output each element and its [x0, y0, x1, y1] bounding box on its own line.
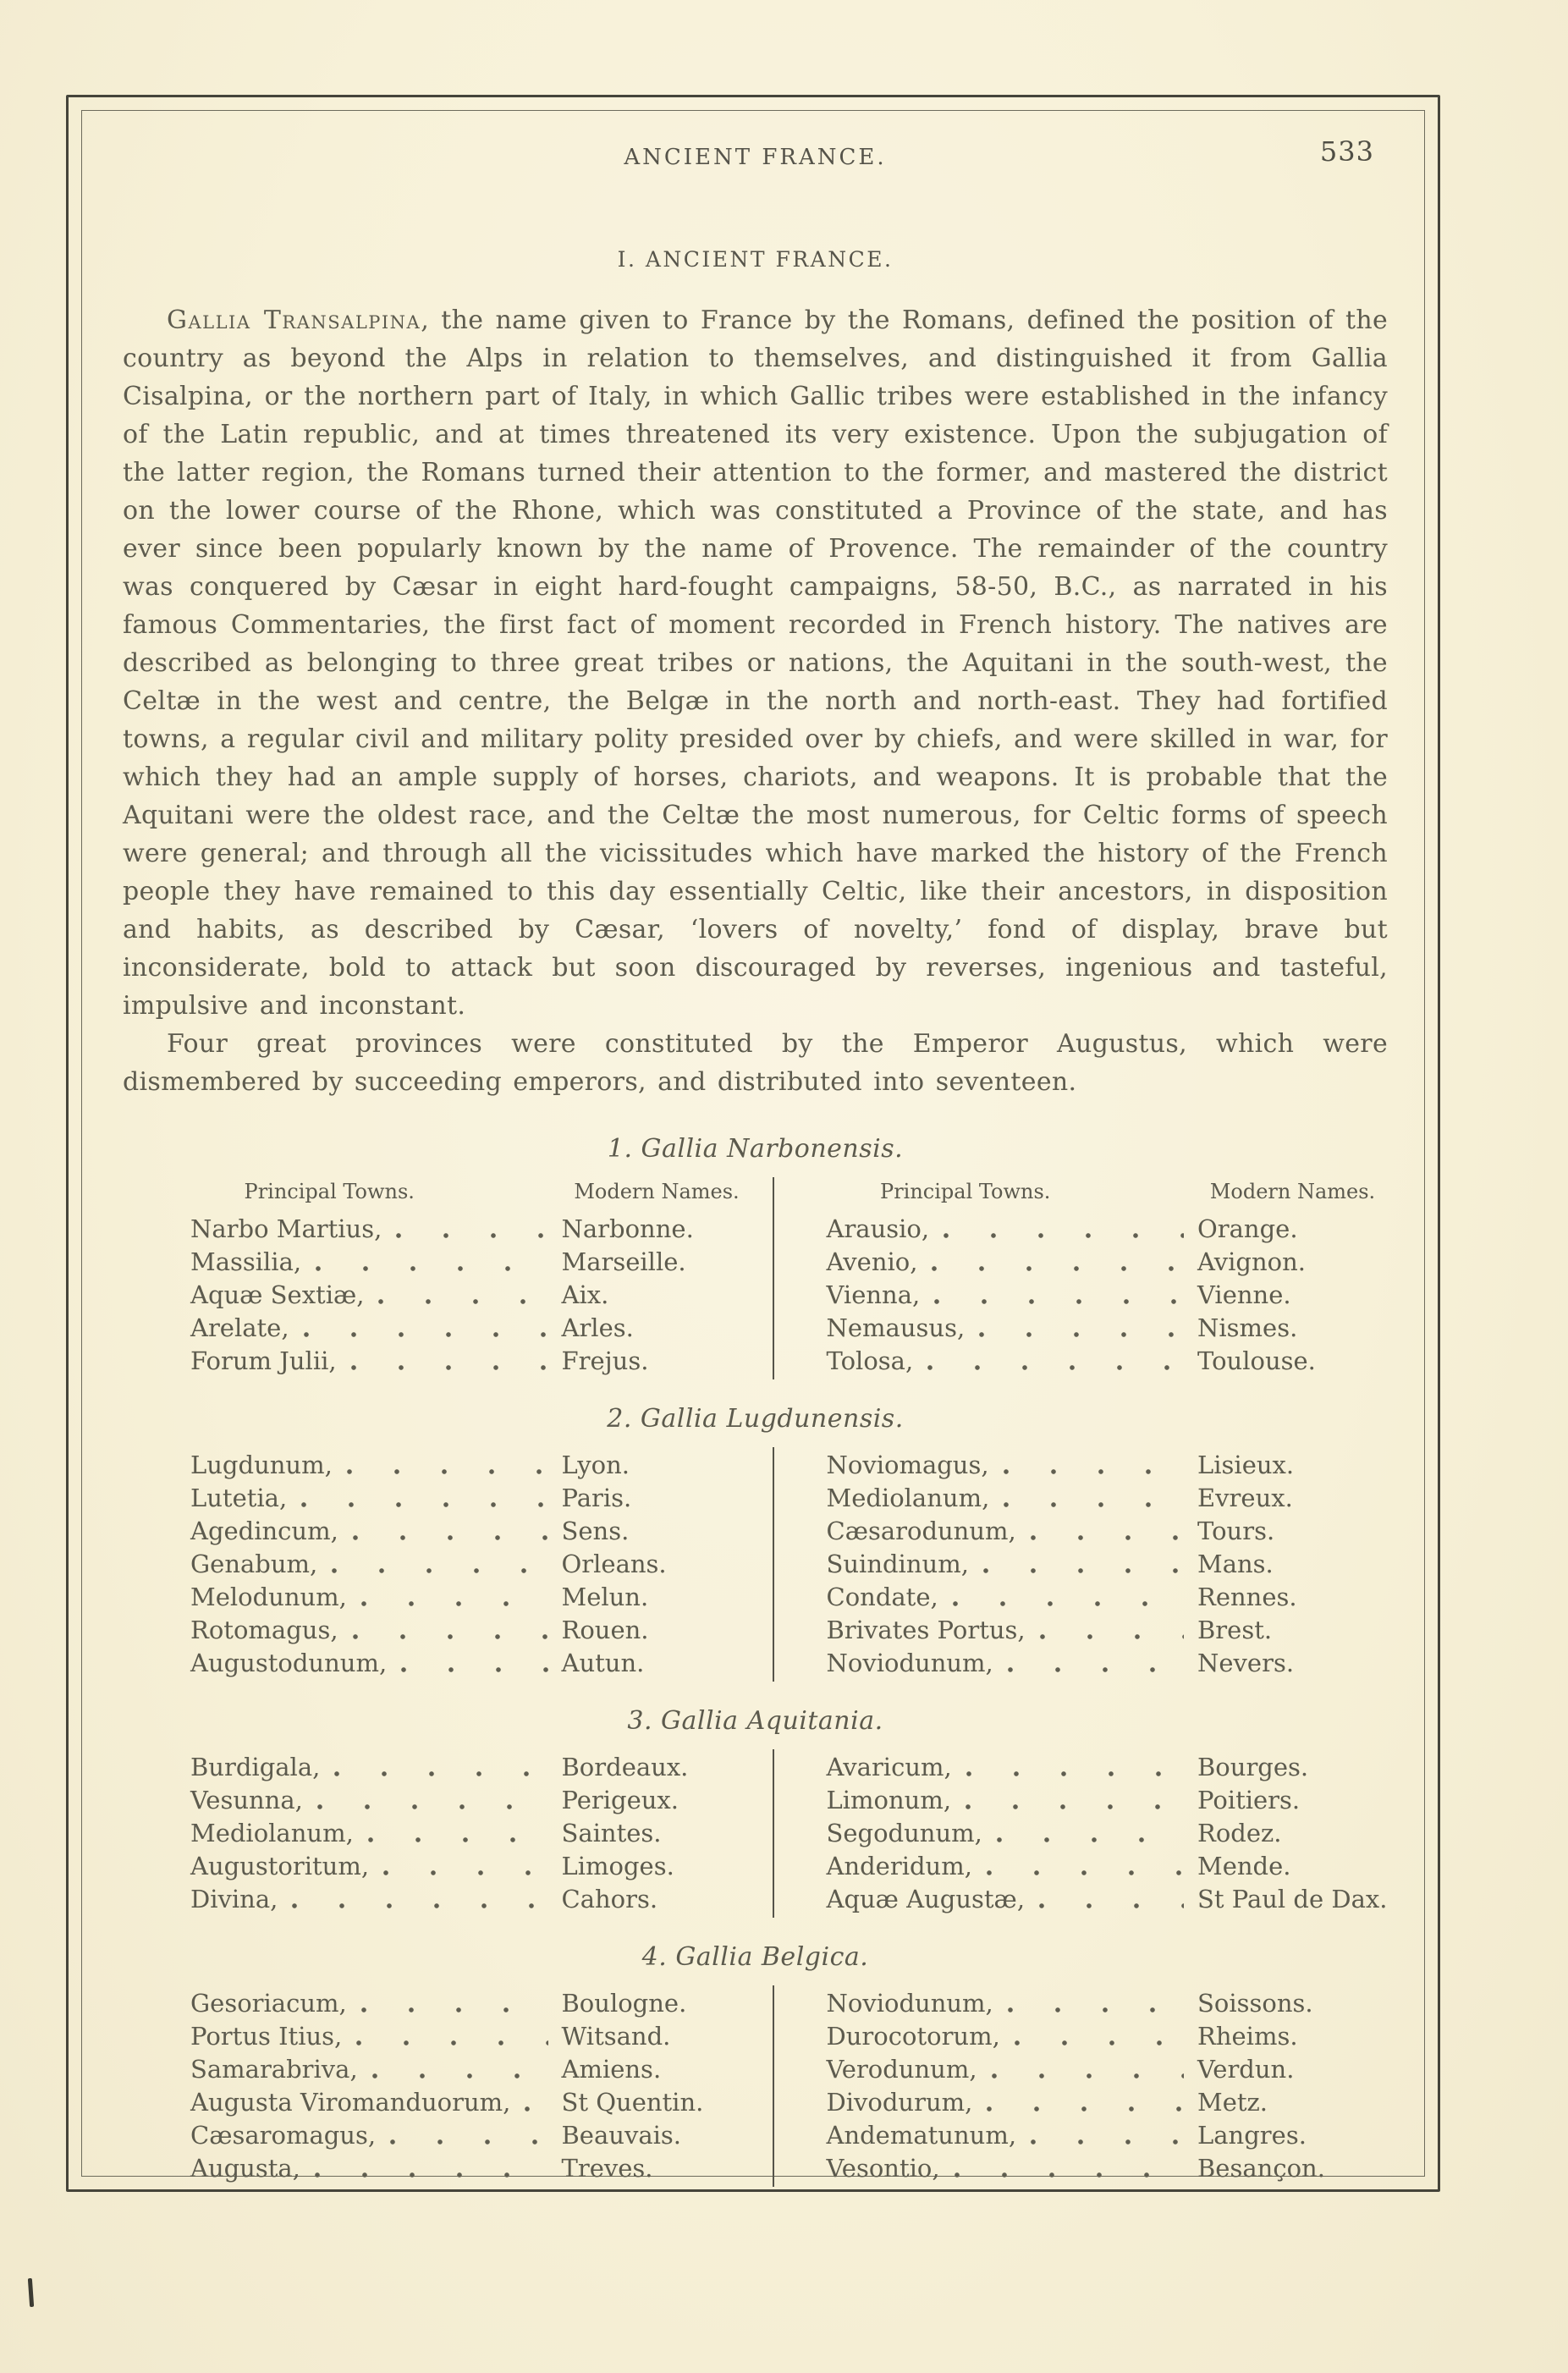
table-half-left — [123, 1749, 774, 1918]
dot-leader — [927, 1364, 1184, 1371]
ancient-town-name: Durocotorum, — [826, 2022, 1000, 2051]
table-row — [190, 2020, 752, 2053]
table-row — [827, 2020, 1389, 2053]
modern-town-name: Mans. — [1197, 1550, 1274, 1578]
modern-town-name: Langres. — [1197, 2121, 1307, 2150]
ancient-town-name: Lugdunum, — [190, 1451, 333, 1479]
table-row — [190, 1312, 752, 1345]
table-row — [827, 1614, 1389, 1647]
province-table — [123, 1135, 1388, 1379]
dot-leader — [331, 1567, 547, 1574]
ancient-town-name: Andematunum, — [826, 2121, 1017, 2150]
paragraph-four-provinces: Four great provinces were constituted by the Emperor Augustus, which were dismembered by succeeding emperors, and distributed into seventeen. — [123, 1029, 1388, 1097]
province-table — [123, 1707, 1388, 1918]
dot-leader — [1007, 2007, 1184, 2013]
dot-leader — [360, 1600, 548, 1607]
table-half-right — [774, 1749, 1389, 1918]
dot-leader — [352, 1633, 548, 1640]
modern-town-name: Sens. — [561, 1517, 630, 1545]
dot-leader — [315, 1265, 547, 1272]
dot-leader — [524, 2106, 547, 2112]
table-title: 2. Gallia Lugdunensis. — [607, 1404, 904, 1434]
table-row — [827, 1345, 1389, 1378]
dot-leader — [1030, 1534, 1184, 1541]
ancient-town-name: Mediolanum, — [190, 1819, 354, 1847]
table-row — [190, 1246, 752, 1279]
table-title: 4. Gallia Belgica. — [641, 1942, 869, 1972]
dot-leader — [346, 1468, 548, 1475]
ancient-town-name: Brivates Portus, — [826, 1616, 1026, 1644]
ancient-town-name: Noviodunum, — [826, 1989, 993, 2018]
ancient-town-name: Vesunna, — [190, 1786, 303, 1814]
modern-town-name: Lyon. — [561, 1451, 630, 1479]
ancient-town-name: Massilia, — [190, 1247, 302, 1276]
dot-leader — [986, 1869, 1184, 1876]
table-row — [190, 1614, 752, 1647]
dot-leader — [389, 2139, 547, 2145]
chapter-heading: I. ANCIENT FRANCE. — [617, 247, 894, 272]
table-row — [190, 1784, 752, 1817]
table-row — [827, 2119, 1389, 2152]
ancient-town-name: Cæsarodunum, — [826, 1517, 1016, 1545]
dot-leader — [931, 1265, 1184, 1272]
ancient-town-name: Tolosa, — [826, 1346, 914, 1375]
ancient-town-name: Agedincum, — [190, 1517, 338, 1545]
ancient-town-name: Nemausus, — [826, 1313, 966, 1342]
modern-town-name: Aix. — [561, 1280, 609, 1309]
page-content — [123, 135, 1388, 2187]
principal-towns-header: Principal Towns. — [880, 1180, 1051, 1203]
table-row — [827, 2152, 1389, 2185]
table-half-right — [774, 1177, 1389, 1379]
ancient-town-name: Gesoriacum, — [190, 1989, 347, 2018]
modern-town-name: Vienne. — [1197, 1280, 1291, 1309]
table-row — [827, 1817, 1389, 1850]
ancient-town-name: Arelate, — [190, 1313, 289, 1342]
dot-leader — [303, 1331, 548, 1338]
dot-leader — [1038, 1902, 1184, 1909]
table-half-left — [123, 1985, 774, 2187]
table-row — [190, 1279, 752, 1312]
scan-artifact-mark — [28, 2278, 34, 2307]
column-headers — [827, 1179, 1389, 1204]
ancient-town-name: Forum Julii, — [190, 1346, 337, 1375]
ancient-town-name: Aquæ Augustæ, — [826, 1885, 1026, 1913]
dot-leader — [1007, 1666, 1184, 1673]
ancient-town-name: Verodunum, — [826, 2055, 977, 2084]
table-row — [190, 1883, 752, 1916]
ancient-town-name: Condate, — [826, 1583, 938, 1611]
modern-town-name: Besançon. — [1197, 2154, 1325, 2183]
dot-leader — [382, 1869, 547, 1876]
modern-town-name: Arles. — [561, 1313, 634, 1342]
table-row — [190, 1581, 752, 1614]
ancient-town-name: Genabum, — [190, 1550, 318, 1578]
paragraph-one-text: , the name given to France by the Romans, defined the position of the country as beyond the Alps in relation to themselves, and distinguished it from Gallia Cisalpina, or the northern part of Italy, in which Gallic tribes were established in the infancy of the Latin republic, and at times threatened its very existence. Upon the subjugation of the latter region, the Romans turned their attention to the former, and mastered the district on the lower course of the Rhone, which was constituted a Province of the state, and has ever since been popularly known by the name of Provence. The remainder of the country was conquered by Cæsar in eight hard-fought campaigns, 58-50, B.C., as narrated in his famous Commentaries, the first fact of moment recorded in French history. The natives are described as belonging to three great tribes or nations, the Aquitani in the south-west, the Celtæ in the west and centre, the Belgæ in the north and north-east. They had fortified towns, a regular civil and military polity presided over by chiefs, and were skilled in war, for which they had an ample supply of horses, chariots, and weapons. It is probable that the Aquitani were the oldest race, and the Celtæ the most numerous, for Celtic forms of speech were general; and through all the vicissitudes which have marked the history of the French people they have remained to this day essentially Celtic, like their ancestors, in disposition and habits, as described by Cæsar, ‘lovers of novelty,’ fond of display, brave but inconsiderate, bold to attack but soon discouraged by reverses, ingenious and tasteful, impulsive and inconstant. — [123, 306, 1388, 1021]
table-row — [190, 1850, 752, 1883]
ancient-town-name: Aquæ Sextiæ, — [190, 1280, 365, 1309]
dot-leader — [333, 1770, 547, 1777]
dot-leader — [978, 1331, 1184, 1338]
modern-town-name: Avignon. — [1197, 1247, 1307, 1276]
table-row — [190, 1817, 752, 1850]
modern-town-name: Narbonne. — [561, 1214, 694, 1243]
modern-town-name: Autun. — [561, 1649, 645, 1677]
ancient-town-name: Vienna, — [826, 1280, 921, 1309]
ancient-town-name: Melodunum, — [190, 1583, 347, 1611]
modern-town-name: St Quentin. — [561, 2088, 704, 2117]
ancient-town-name: Narbo Martius, — [190, 1214, 382, 1243]
modern-town-name: Beauvais. — [561, 2121, 681, 2150]
table-row — [827, 1784, 1389, 1817]
table-row — [827, 1449, 1389, 1482]
modern-town-name: Rodez. — [1197, 1819, 1282, 1847]
modern-town-name: Brest. — [1197, 1616, 1273, 1644]
dot-leader — [933, 1298, 1184, 1305]
ancient-town-name: Augustoritum, — [190, 1852, 370, 1880]
column-headers — [190, 1179, 752, 1204]
modern-town-name: Poitiers. — [1197, 1786, 1301, 1814]
modern-town-name: Metz. — [1197, 2088, 1268, 2117]
ancient-town-name: Mediolanum, — [826, 1484, 990, 1512]
ancient-town-name: Limonum, — [826, 1786, 952, 1814]
table-body — [123, 1985, 1388, 2187]
dot-leader — [352, 1534, 548, 1541]
ancient-town-name: Arausio, — [826, 1214, 930, 1243]
modern-town-name: Tours. — [1197, 1517, 1275, 1545]
table-row — [190, 1751, 752, 1784]
dot-leader — [367, 1836, 548, 1843]
table-row — [827, 1883, 1389, 1916]
modern-town-name: Treves. — [561, 2154, 653, 2183]
table-row — [827, 1751, 1389, 1784]
modern-town-name: Rouen. — [561, 1616, 649, 1644]
ancient-town-name: Anderidum, — [826, 1852, 972, 1880]
dot-leader — [1003, 1501, 1184, 1508]
modern-town-name: Nismes. — [1197, 1313, 1298, 1342]
table-row — [190, 1449, 752, 1482]
table-row — [190, 1515, 752, 1548]
table-row — [827, 1482, 1389, 1515]
table-row — [190, 1213, 752, 1246]
ancient-town-name: Divina, — [190, 1885, 278, 1913]
modern-town-name: St Paul de Dax. — [1197, 1885, 1388, 1913]
modern-town-name: Rheims. — [1197, 2022, 1298, 2051]
dot-leader — [1039, 1633, 1184, 1640]
province-table — [123, 1943, 1388, 2187]
dot-leader — [986, 2106, 1184, 2112]
dot-leader — [360, 2007, 548, 2013]
table-row — [827, 2053, 1389, 2086]
table-row — [827, 1548, 1389, 1581]
modern-town-name: Verdun. — [1197, 2055, 1295, 2084]
ancient-town-name: Avenio, — [826, 1247, 918, 1276]
modern-town-name: Witsand. — [561, 2022, 671, 2051]
modern-town-name: Amiens. — [561, 2055, 662, 2084]
province-tables — [123, 1135, 1388, 2187]
table-title: 1. Gallia Narbonensis. — [607, 1134, 904, 1164]
table-row — [190, 1647, 752, 1680]
modern-town-name: Limoges. — [561, 1852, 674, 1880]
ancient-town-name: Burdigala, — [190, 1753, 321, 1781]
table-title: 3. Gallia Aquitania. — [627, 1706, 883, 1736]
modern-town-name: Orange. — [1197, 1214, 1298, 1243]
modern-town-name: Saintes. — [561, 1819, 662, 1847]
dot-leader — [991, 2073, 1184, 2079]
modern-town-name: Toulouse. — [1197, 1346, 1316, 1375]
ancient-town-name: Vesontio, — [826, 2154, 940, 2183]
modern-town-name: Frejus. — [561, 1346, 649, 1375]
ancient-town-name: Augustodunum, — [190, 1649, 388, 1677]
dot-leader — [965, 1803, 1184, 1810]
table-row — [827, 1279, 1389, 1312]
table-row — [827, 1987, 1389, 2020]
province-table — [123, 1405, 1388, 1682]
dot-leader — [1030, 2139, 1184, 2145]
table-row — [190, 1482, 752, 1515]
paragraph-lead-smallcaps: Gallia Transalpina — [167, 306, 421, 335]
modern-town-name: Mende. — [1197, 1852, 1291, 1880]
dot-leader — [377, 1298, 547, 1305]
dot-leader — [316, 1803, 548, 1810]
dot-leader — [314, 2172, 548, 2178]
modern-town-name: Perigeux. — [561, 1786, 679, 1814]
dot-leader — [982, 1567, 1184, 1574]
table-body — [123, 1447, 1388, 1682]
modern-town-name: Bordeaux. — [561, 1753, 689, 1781]
running-head: ANCIENT FRANCE. — [624, 145, 887, 170]
table-half-right — [774, 1985, 1389, 2187]
ancient-town-name: Cæsaromagus, — [190, 2121, 377, 2150]
modern-town-name: Bourges. — [1197, 1753, 1309, 1781]
ancient-town-name: Samarabriva, — [190, 2055, 358, 2084]
dot-leader — [395, 1232, 547, 1239]
table-row — [190, 2086, 752, 2119]
dot-leader — [954, 2172, 1184, 2178]
modern-town-name: Melun. — [561, 1583, 649, 1611]
dot-leader — [300, 1501, 547, 1508]
modern-town-name: Soissons. — [1197, 1989, 1313, 2018]
table-row — [827, 1312, 1389, 1345]
ancient-town-name: Divodurum, — [826, 2088, 973, 2117]
modern-town-name: Cahors. — [561, 1885, 658, 1913]
dot-leader — [1003, 1468, 1184, 1475]
ancient-town-name: Noviodunum, — [826, 1649, 993, 1677]
table-body — [123, 1749, 1388, 1918]
table-half-left — [123, 1447, 774, 1682]
table-row — [190, 1987, 752, 2020]
table-row — [190, 2119, 752, 2152]
table-row — [827, 1581, 1389, 1614]
table-half-right — [774, 1447, 1389, 1682]
table-row — [190, 1548, 752, 1581]
table-row — [827, 1213, 1389, 1246]
ancient-town-name: Lutetia, — [190, 1484, 288, 1512]
table-row — [190, 2152, 752, 2185]
ancient-town-name: Augusta Viromanduorum, — [190, 2088, 511, 2117]
table-row — [827, 1515, 1389, 1548]
table-row — [190, 1345, 752, 1378]
modern-town-name: Nevers. — [1197, 1649, 1295, 1677]
ancient-town-name: Rotomagus, — [190, 1616, 338, 1644]
page-number: 533 — [1319, 135, 1374, 168]
table-row — [827, 1647, 1389, 1680]
modern-town-name: Paris. — [561, 1484, 632, 1512]
table-row — [190, 2053, 752, 2086]
ancient-town-name: Avaricum, — [826, 1753, 952, 1781]
table-row — [827, 2086, 1389, 2119]
ancient-town-name: Suindinum, — [826, 1550, 969, 1578]
modern-names-header: Modern Names. — [1209, 1180, 1376, 1203]
principal-towns-header: Principal Towns. — [244, 1180, 415, 1203]
ancient-town-name: Segodunum, — [826, 1819, 982, 1847]
modern-town-name: Marseille. — [561, 1247, 686, 1276]
table-row — [827, 1850, 1389, 1883]
table-row — [827, 1246, 1389, 1279]
table-half-left — [123, 1177, 774, 1379]
dot-leader — [943, 1232, 1184, 1239]
ancient-town-name: Noviomagus, — [826, 1451, 989, 1479]
dot-leader — [355, 2040, 547, 2046]
modern-town-name: Rennes. — [1197, 1583, 1297, 1611]
dot-leader — [350, 1364, 548, 1371]
modern-town-name: Evreux. — [1197, 1484, 1293, 1512]
ancient-town-name: Augusta, — [190, 2154, 300, 2183]
dot-leader — [291, 1902, 547, 1909]
dot-leader — [966, 1770, 1184, 1777]
modern-names-header: Modern Names. — [574, 1180, 740, 1203]
dot-leader — [1014, 2040, 1184, 2046]
dot-leader — [952, 1600, 1184, 1607]
page-header-row — [123, 135, 1388, 173]
modern-town-name: Orleans. — [561, 1550, 667, 1578]
ancient-town-name: Portus Itius, — [190, 2022, 343, 2051]
dot-leader — [371, 2073, 548, 2079]
dot-leader — [400, 1666, 547, 1673]
paragraph-gallia-transalpina — [123, 301, 1388, 1025]
modern-town-name: Lisieux. — [1197, 1451, 1295, 1479]
table-body — [123, 1177, 1388, 1379]
modern-town-name: Boulogne. — [561, 1989, 687, 2018]
dot-leader — [996, 1836, 1184, 1843]
